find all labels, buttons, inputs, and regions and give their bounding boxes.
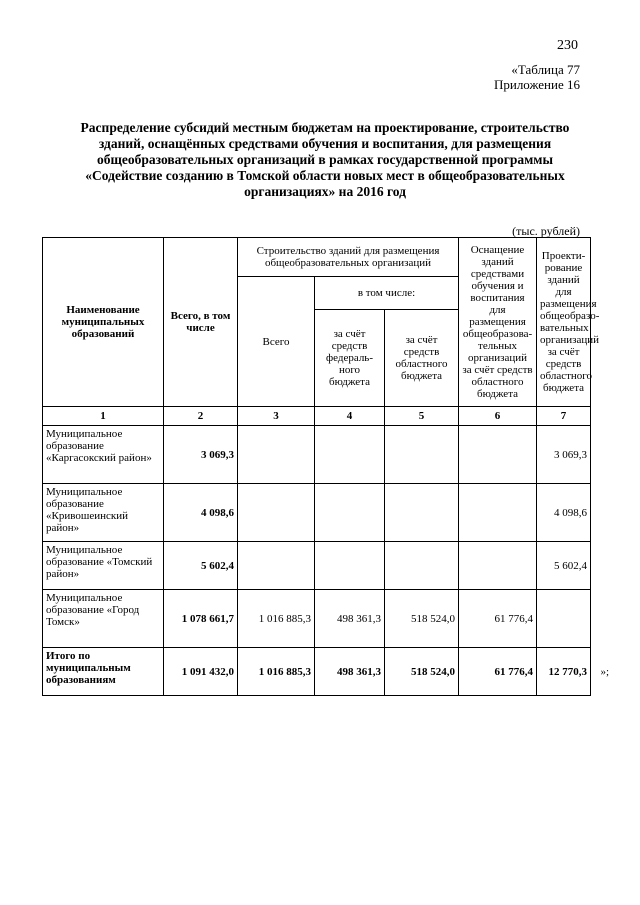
column-numbers-row [43, 407, 591, 426]
cell-construction-total [238, 426, 315, 484]
total-design [537, 648, 610, 696]
cell-equipment [459, 484, 537, 542]
cell-regional [385, 484, 459, 542]
cell-regional: 518 524,0 [385, 590, 459, 648]
table-row [43, 590, 591, 648]
appendix-number: Приложение 16 [493, 77, 580, 92]
total-regional: 518 524,0 [385, 648, 459, 696]
header-federal: за счёт средств федераль-ного бюджета [315, 310, 385, 407]
header-design: Проекти-рование зданий для размещения общеобразо-вательных организаций за счёт средств областного бюджета [537, 238, 591, 407]
total-equipment: 61 776,4 [459, 648, 537, 696]
table-row [43, 484, 591, 542]
header-construction-total: Всего [238, 277, 315, 407]
header-construction: Строительство зданий для размещения общеобразовательных организаций [238, 238, 459, 277]
municipality-name: Муниципальное образование «Томский район» [43, 542, 164, 590]
municipality-name: Муниципальное образование «Каргасокский район» [43, 426, 164, 484]
column-number: 4 [315, 407, 385, 426]
municipality-name: Муниципальное образование «Город Томск» [43, 590, 164, 648]
cell-federal: 498 361,3 [315, 590, 385, 648]
row-total: 5 602,4 [164, 542, 238, 590]
column-number: 3 [238, 407, 315, 426]
header-including: в том числе: [315, 277, 459, 310]
header-municipality: Наименование муниципальных образований [43, 238, 164, 407]
cell-equipment: 61 776,4 [459, 590, 537, 648]
cell-regional [385, 426, 459, 484]
column-number: 6 [459, 407, 537, 426]
cell-design: 4 098,6 [537, 484, 591, 542]
units-label: (тыс. рублей) [512, 224, 580, 238]
subsidy-table [42, 237, 610, 696]
cell-regional [385, 542, 459, 590]
column-number: 2 [164, 407, 238, 426]
document-title: Распределение субсидий местным бюджетам на проектирование, строительство зданий, оснащённых средствами обучения и воспитания, для размещения общеобразовательных организаций в рамках государственной программы «Содействие созданию в Томской области новых мест в общеобразовательных организациях» на 2016 год [80, 120, 570, 199]
row-total: 4 098,6 [164, 484, 238, 542]
cell-design: 5 602,4 [537, 542, 591, 590]
column-number: 5 [385, 407, 459, 426]
header-total-including: Всего, в том числе [164, 238, 238, 407]
total-row [43, 648, 591, 696]
grand-total: 1 091 432,0 [164, 648, 238, 696]
header-regional: за счёт средств областного бюджета [385, 310, 459, 407]
row-total: 1 078 661,7 [164, 590, 238, 648]
total-design-value: 12 770,3 [548, 665, 588, 678]
cell-federal [315, 484, 385, 542]
cell-construction-total: 1 016 885,3 [238, 590, 315, 648]
cell-construction-total [238, 542, 315, 590]
total-federal: 498 361,3 [315, 648, 385, 696]
page-number: 230 [557, 38, 578, 53]
table-row [43, 542, 591, 590]
cell-equipment [459, 542, 537, 590]
table-row [43, 426, 591, 484]
appendix-label [494, 62, 580, 92]
cell-construction-total [238, 484, 315, 542]
closing-quote: »; [600, 665, 610, 678]
row-total: 3 069,3 [164, 426, 238, 484]
total-label: Итого по муниципальным образованиям [43, 648, 164, 696]
cell-design: 3 069,3 [537, 426, 591, 484]
cell-equipment [459, 426, 537, 484]
total-construction: 1 016 885,3 [238, 648, 315, 696]
cell-federal [315, 426, 385, 484]
column-number: 7 [537, 407, 591, 426]
header-equipment: Оснащение зданий средствами обучения и воспитания для размещения общеобразова-тельных организаций за счёт средств областного бюджета [459, 238, 537, 407]
column-number: 1 [43, 407, 164, 426]
cell-design [537, 590, 591, 648]
cell-federal [315, 542, 385, 590]
table-number: «Таблица 77 [511, 62, 580, 77]
municipality-name: Муниципальное образование «Кривошеинский район» [43, 484, 164, 542]
